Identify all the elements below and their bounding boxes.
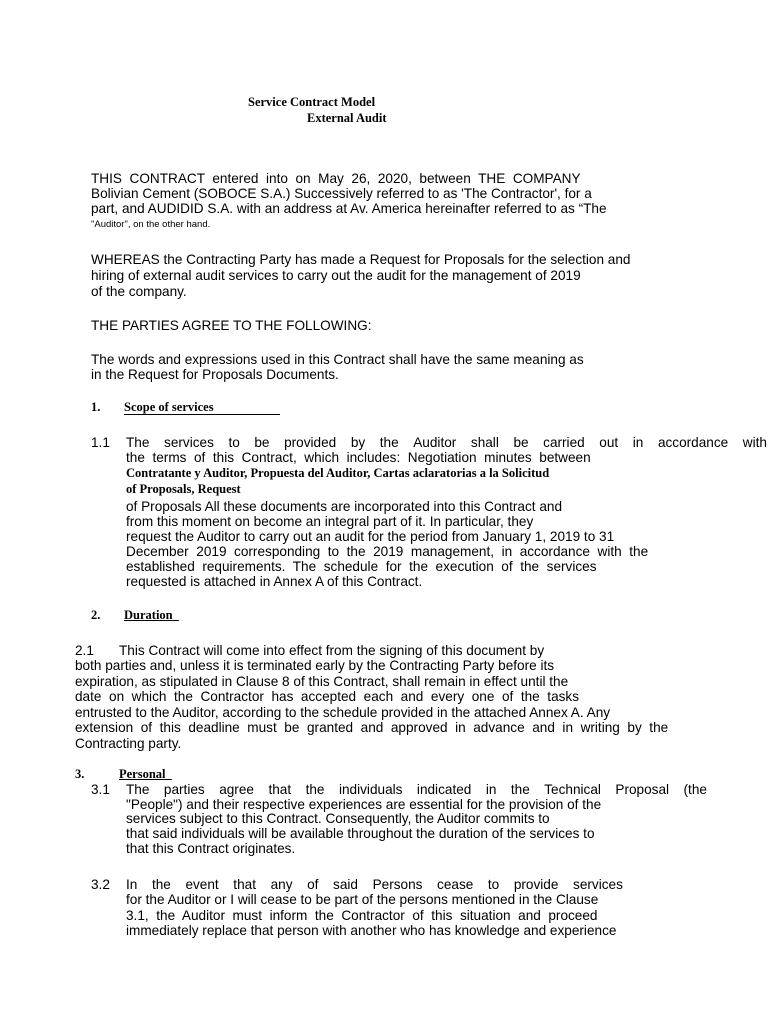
clause-3-2-line-2: for the Auditor or I will cease to be part of the persons mentioned in the Clause (126, 892, 599, 907)
word: the (510, 782, 530, 797)
whereas-line-2: hiring of external audit services to carry out the audit for the management of 2019 (91, 268, 581, 283)
intro-line-4: "Auditor", on the other hand. (91, 219, 211, 230)
word: accordance (657, 435, 729, 450)
word: cease (437, 877, 474, 892)
section-1-heading-text: Scope of services (124, 400, 214, 414)
clause-1-1-line-3: Contratante y Auditor, Propuesta del Auditor, Cartas aclaratorias a la Solicitud (126, 466, 550, 480)
word: Auditor (413, 435, 457, 450)
clause-1-1-line-6: from this moment on become an integral part of it. In particular, they (126, 514, 534, 529)
word: provide (513, 877, 559, 892)
clause-1-1-line-8: December 2019 corresponding to the 2019 management, in accordance with the (126, 544, 649, 559)
clause-3-2-line-1 (126, 877, 623, 893)
clause-1-1-line-2: the terms of this Contract, which includes: Negotiation minutes between (126, 450, 591, 465)
clause-2-1-line-7: Contracting party. (75, 736, 182, 751)
word: any (270, 877, 293, 892)
word: In (126, 877, 138, 892)
word: out (599, 435, 619, 450)
clause-2-1-line-2: both parties and, unless it is terminated early by the Contracting Party before its (75, 658, 555, 673)
word: services (573, 877, 623, 892)
clause-2-1-number: 2.1 (75, 643, 94, 658)
intro-text-1: THIS CONTRACT entered into on May 26, 2020, between THE COMPANY (91, 171, 581, 186)
word: Proposal (615, 782, 670, 797)
clause-3-1-line-5: that this Contract originates. (126, 841, 296, 856)
clause-3-1-line-1 (126, 782, 707, 798)
word: that (268, 782, 292, 797)
clause-3-1-number: 3.1 (91, 782, 110, 797)
section-3-number: 3. (75, 767, 85, 781)
clause-1-1-line-1 (126, 435, 767, 451)
section-2-heading-text: Duration (124, 608, 173, 622)
clause-3-2-number: 3.2 (91, 877, 110, 892)
clause-2-1-line-4: date on which the Contractor has accepted each and every one of the tasks (75, 689, 580, 704)
document-title: Service Contract Model (248, 95, 376, 109)
intro-line-3: part, and AUDIDID S.A. with an address at Av. America hereinafter referred to as “The (91, 201, 607, 216)
word: parties (163, 782, 205, 797)
word: individuals (338, 782, 403, 797)
word: the (379, 435, 399, 450)
word: shall (470, 435, 499, 450)
clause-2-1-line-6: extension of this deadline must be granted and approved in advance and in writing by the (75, 720, 669, 735)
intro-line-1 (91, 171, 581, 187)
section-1-heading (124, 400, 280, 415)
word: The (126, 782, 150, 797)
clause-3-2-line-3: 3.1, the Auditor must inform the Contractor of this situation and proceed (126, 908, 598, 923)
agree-statement: THE PARTIES AGREE TO THE FOLLOWING: (91, 318, 372, 333)
clause-1-1-line-7: request the Auditor to carry out an audit for the period from January 1, 2019 to 31 (126, 529, 615, 544)
word: to (487, 877, 500, 892)
section-3-heading-text: Personal (119, 767, 166, 781)
word: be (254, 435, 270, 450)
words-line-1: The words and expressions used in this Contract shall have the same meaning as (91, 352, 584, 367)
clause-1-1-number: 1.1 (91, 435, 110, 450)
clause-2-1-line-5: entrusted to the Auditor, according to the schedule provided in the attached Annex A. Any (75, 705, 611, 720)
section-2-heading (124, 608, 179, 623)
word: carried (543, 435, 585, 450)
word: services (164, 435, 214, 450)
word: of (307, 877, 319, 892)
section-3-heading (119, 767, 172, 782)
clause-1-1-line-9: established requirements. The schedule for the execution of the services (126, 559, 597, 574)
word: to (228, 435, 240, 450)
word: in (632, 435, 644, 450)
word: agree (219, 782, 254, 797)
section-1-number: 1. (91, 400, 101, 414)
clause-3-1-line-4: that said individuals will be available throughout the duration of the services to (126, 826, 595, 841)
clause-2-1-line-3: expiration, as stipulated in Clause 8 of this Contract, shall remain in effect until the (75, 674, 569, 689)
word: event (185, 877, 219, 892)
word: Technical (544, 782, 601, 797)
word: the (305, 782, 325, 797)
clause-3-2-line-4: immediately replace that person with another who has knowledge and experience (126, 923, 617, 938)
word: (the (683, 782, 707, 797)
word: The (126, 435, 150, 450)
section-2-number: 2. (91, 608, 101, 622)
word: be (513, 435, 529, 450)
clause-1-1-line-4: of Proposals, Request (126, 482, 241, 496)
clause-1-1-line-5: of Proposals All these documents are incorporated into this Contract and (126, 499, 563, 514)
clause-3-1-line-2: "People") and their respective experiences are essential for the provision of the (126, 797, 602, 812)
word: the (151, 877, 171, 892)
word: that (233, 877, 256, 892)
document-subtitle: External Audit (307, 111, 387, 125)
whereas-line-3: of the company. (91, 284, 187, 299)
whereas-line-1: WHEREAS the Contracting Party has made a Request for Proposals for the selection and (91, 252, 631, 267)
intro-line-2: Bolivian Cement (SOBOCE S.A.) Successively referred to as 'The Contractor', for a (91, 186, 592, 201)
word: in (485, 782, 497, 797)
word: with (742, 435, 767, 450)
word: said (333, 877, 358, 892)
word: Persons (372, 877, 423, 892)
words-line-2: in the Request for Proposals Documents. (91, 367, 339, 382)
word: by (350, 435, 366, 450)
clause-2-1-line-1: This Contract will come into effect from the signing of this document by (119, 643, 545, 658)
clause-1-1-line-10: requested is attached in Annex A of this Contract. (126, 574, 423, 589)
clause-3-1-line-3: services subject to this Contract. Consequently, the Auditor commits to (126, 811, 550, 826)
word: indicated (416, 782, 472, 797)
word: provided (284, 435, 337, 450)
